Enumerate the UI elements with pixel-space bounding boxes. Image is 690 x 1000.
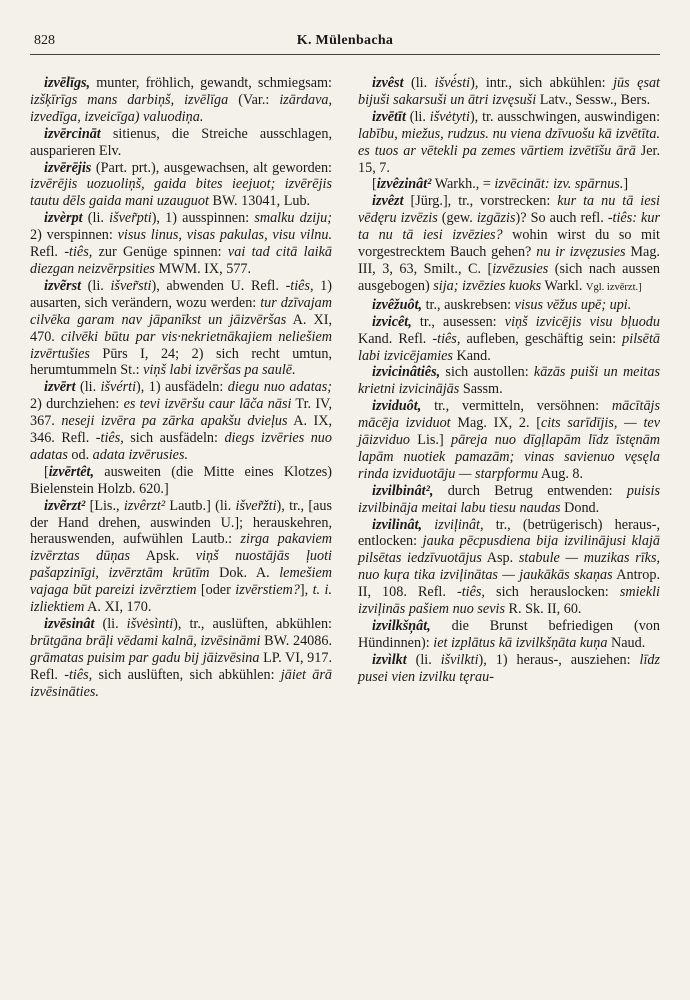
headword: izvêzinât² <box>376 176 432 193</box>
example-text: pāreja nuo dīgļlapām līdz īstęnām lapām nuotiek pamazām; vinas savienuo vęsęla rinda izviduotāju — starpformu <box>358 432 660 482</box>
definition-text: Aug. 8. <box>538 465 584 482</box>
headword: izvilbinât², <box>372 482 434 499</box>
definition-text: 2) verspinnen: <box>30 227 118 244</box>
definition-text: (Var.: <box>228 91 280 108</box>
headword: izvèrpt <box>44 210 83 227</box>
headword: izvilinât, <box>372 516 423 533</box>
dictionary-entry <box>358 193 660 296</box>
definition-text: od. <box>67 446 93 463</box>
definition-text: Mag. IX, 2. [ <box>450 415 541 432</box>
example-text: brūtgāna brāļi vēdami kalnā, izvēsināmi <box>30 632 261 649</box>
definition-text: zur Genüge spinnen: <box>92 244 228 261</box>
headword: izvērējis <box>44 159 92 176</box>
definition-text: )? So auch refl. <box>515 210 608 227</box>
definition-text: ), abwenden U. Refl. <box>151 277 286 294</box>
definition-text: ), intr., sich abkühlen: <box>470 75 614 91</box>
definition-text: Lautb.] (li. <box>165 497 236 514</box>
definition-text: Vgl. izvērzt.] <box>585 281 642 293</box>
example-text: t. i. izliektiem <box>30 582 332 616</box>
dictionary-entry <box>358 517 660 618</box>
page-header <box>30 32 660 55</box>
definition-text: R. Sk. II, 60. <box>505 601 582 618</box>
dictionary-entry <box>30 126 332 160</box>
definition-text: Kand. Refl. <box>358 330 433 347</box>
definition-text: Naud. <box>607 634 646 651</box>
example-text: išvėsìnti <box>126 616 174 632</box>
example-text: sija; izvēzies kuoks <box>433 277 542 294</box>
definition-text: Pūrs I, 24; 2) sich recht umtun, herumtummeln St.: <box>30 345 332 379</box>
definition-text: (li. <box>406 651 441 668</box>
example-text: iet izplātus kā izvilkšņāta kuņa <box>433 634 608 651</box>
example-text: izviļinât, <box>434 516 484 533</box>
example-text: līdz pusei vien izvilku tęrau- <box>358 651 661 685</box>
headword: izvēsinât <box>44 616 95 632</box>
example-text: vai tad citā laikā diezgan neizvērpsities <box>30 244 332 277</box>
definition-text: [ <box>372 176 377 193</box>
definition-text: tr., ausessen: <box>411 313 505 330</box>
example-text: izvērstiem? <box>235 582 300 599</box>
example-text: kāzās puiši un meitas krietni izvicinājās <box>358 364 660 398</box>
definition-text: [oder <box>196 582 236 599</box>
dictionary-entry <box>358 652 660 686</box>
definition-text: tr., (betrügerisch) heraus-, entlocken: <box>358 516 660 550</box>
example-text: -tiês, <box>432 330 461 347</box>
definition-text: ), tr. ausschwingen, auswindigen: <box>469 108 661 125</box>
headword: izvērtêt, <box>48 463 95 480</box>
example-text: išver̃žti <box>235 497 277 514</box>
example-text: išvilkti <box>440 651 479 668</box>
example-text: jāiet ārā izvēsināties. <box>30 666 332 700</box>
dictionary-entry <box>358 314 660 365</box>
dictionary-entry <box>30 498 332 616</box>
headword: izviduôt, <box>372 398 422 415</box>
definition-text: Dond. <box>560 499 600 516</box>
headword: izvērt <box>44 379 76 396</box>
example-text: grāmatas puisim par gadu bij jāizvēsina <box>30 649 260 666</box>
definition-text: (li. <box>94 616 127 632</box>
definition-text: wohin wirst du so mit vorgestrecktem Bauch gehen? <box>358 227 660 261</box>
example-text: -tiês, <box>64 666 93 683</box>
definition-text: MWM. IX, 577. <box>154 260 252 277</box>
headword: izvẽrst <box>44 277 82 294</box>
headword: izvìlkt <box>372 651 407 668</box>
definition-text: ), 1) heraus-, ausziehen: <box>478 651 640 668</box>
definition-text: munter, fröhlich, gewandt, schmiegsam: <box>90 75 332 91</box>
example-text: viņš labi izvēršas pa saulē. <box>143 362 296 379</box>
dictionary-entry <box>30 616 332 701</box>
definition-text: sich herauslocken: <box>484 584 620 601</box>
example-text: lemešiem vajaga būt pareizi izvērztiem <box>30 565 332 599</box>
example-text: jūs ęsat bijuši sakarsuši un ātri izvęsuši <box>358 75 660 108</box>
definition-text: Lis.] <box>410 432 451 449</box>
dictionary-entry <box>358 398 660 483</box>
example-text: neseji izvēra pa zārka apakšu dvieļus <box>61 413 288 430</box>
example-text: visus vēžus upē; upi. <box>514 296 632 313</box>
example-text: diegs izvēries nuo adatas <box>30 430 332 463</box>
headword: izvicêt, <box>372 313 412 330</box>
definition-text: Mag. III, 3, 63, Smilt., C. [ <box>358 244 660 277</box>
definition-text: (gew. <box>437 210 477 227</box>
definition-text: die Brunst befriedigen (von Hündinnen): <box>358 618 660 651</box>
example-text: izvēcināt: izv. spārnus. <box>494 176 624 193</box>
definition-text <box>422 517 434 533</box>
definition-text: ), tr., [aus der Hand drehen, auswinden U.]; herauskehren, herauswenden, aufwühlen Lautb.: <box>30 497 333 548</box>
definition-text: Dok. A. <box>209 565 280 582</box>
dictionary-entry <box>358 483 660 517</box>
example-text: -tiês, <box>457 584 485 601</box>
text-columns <box>30 75 660 701</box>
definition-text: [Jürg.], tr., vorstrecken: <box>403 193 558 210</box>
definition-text: ], <box>299 582 313 599</box>
definition-text: (sich nach aussen ausgebogen) <box>358 260 660 294</box>
definition-text: ausweiten (die Mitte eines Klotzes) Bielenstein Holzb. 620.] <box>30 463 332 497</box>
example-text: -tiês, <box>95 430 124 447</box>
definition-text: ), 1) ausfädeln: <box>136 379 228 396</box>
definition-text: sich ausfädeln: <box>123 430 225 447</box>
example-text: išver̃pti <box>109 210 152 227</box>
definition-text: durch Betrug entwenden: <box>433 482 627 499</box>
definition-text: tr., vermitteln, versöhnen: <box>421 398 612 415</box>
definition-text: A. XI, 470. <box>30 311 333 345</box>
dictionary-entry <box>30 75 332 126</box>
example-text: izšķīrīgs mans darbiņš, izvēlīga <box>30 91 229 108</box>
right-column <box>358 75 660 701</box>
definition-text: ] <box>623 176 629 193</box>
definition-text: A. IX, 346. Refl. <box>30 413 333 447</box>
headword: izvêžuôt, <box>372 296 423 313</box>
example-text: es tevi izvēršu caur lāča nāsi <box>123 396 292 413</box>
example-text: išver̃sti <box>110 277 152 294</box>
example-text: izvēzusies <box>492 260 549 277</box>
example-text: kur ta nu tā iesi vēdęru izvēzis <box>358 193 660 227</box>
example-text: stabule — muzikas rīks, nuo kuŗa tika izviļinātas — jaukākās skaņas <box>358 550 661 584</box>
example-text: viņš izvicējis visu bļuodu <box>504 313 660 330</box>
definition-text: A. XI, 170. <box>84 599 152 616</box>
definition-text: Sassm. <box>459 381 503 398</box>
example-text: nu ir izvęzusies <box>536 244 626 261</box>
example-text: cilvēki būtu par vis·nekrietnākajiem neliešiem izvērtušies <box>30 328 332 362</box>
left-column <box>30 75 332 701</box>
example-text: izvêrzt² <box>123 497 166 514</box>
definition-text: Apsk. <box>130 548 196 565</box>
definition-text: Refl. <box>30 244 65 261</box>
dictionary-entry <box>30 379 332 464</box>
headword: izvilkšņât, <box>372 618 431 634</box>
definition-text: Warkl. <box>541 277 586 294</box>
example-text: jauka pēcpusdiena bija izvilinājusi klajā pilsētas iedzīvuotājus <box>358 533 661 567</box>
definition-text: Asp. <box>481 550 519 567</box>
example-text: smalku dziju; <box>254 210 332 227</box>
dictionary-entry <box>30 210 332 278</box>
definition-text: LP. VI, 917. Refl. <box>30 649 332 683</box>
dictionary-entry <box>358 618 660 652</box>
example-text: adata izvērusies. <box>92 446 189 463</box>
definition-text: Warkh., = <box>431 176 495 193</box>
definition-text: Jer. 15, 7. <box>358 142 660 176</box>
example-text: labību, miežus, rudzus. nu viena dzīvuošu kā izvētīta. es tuos ar vētekli pa zemes vārtiem izvētīšu ārā <box>358 125 660 159</box>
definition-text: ), 1) ausspinnen: <box>151 210 255 227</box>
definition-text: Kand. <box>452 347 491 364</box>
example-text: išvė́sti <box>434 75 471 91</box>
example-text: pilsētā labi izvicējamies <box>358 330 660 364</box>
dictionary-entry <box>30 160 332 211</box>
definition-text: BW. 13041, Lub. <box>208 193 311 210</box>
dictionary-entry <box>358 75 660 109</box>
example-text: tur dzīvajam cilvēka garam nav jāpanīkst un jāizvēršas <box>30 294 332 328</box>
example-text: izvērējis uozuoliņš, gaida bites ieejuot; izvērējis tautu dēls gaida mani uzauguot <box>30 176 332 210</box>
headword: izvêzt <box>372 193 404 210</box>
definition-text: [Lis., <box>85 497 124 514</box>
headword: izvēlīgs, <box>44 75 91 91</box>
page-number: 828 <box>34 33 55 48</box>
definition-text: (li. <box>405 108 430 125</box>
definition-text: sich auslüften, sich abkühlen: <box>92 666 281 683</box>
definition-text: tr., auskrebsen: <box>422 296 515 313</box>
example-text: cits sarīdījis, — tev jāizviduo <box>358 415 661 449</box>
example-text: -tiês, <box>64 244 93 261</box>
definition-text: sich austollen: <box>440 364 534 381</box>
definition-text: Tr. IV, 367. <box>30 396 333 430</box>
definition-text: aufleben, geschäftig sein: <box>460 330 623 347</box>
dictionary-entry <box>358 364 660 398</box>
dictionary-entry <box>358 109 660 177</box>
example-text: izgāzis <box>476 210 516 227</box>
example-text: visus linus, visas pakulas, visu vilnu. <box>117 227 332 244</box>
running-title: K. Mülenbacha <box>296 33 394 48</box>
definition-text: sitienus, die Streiche ausschlagen, ausparieren Elv. <box>30 125 332 159</box>
example-text: zirga pakaviem izvērztas dūņas <box>30 531 332 565</box>
example-text: -tiês, <box>285 277 314 294</box>
headword: izvētīt <box>372 108 406 125</box>
definition-text: Antrop. II, 108. Refl. <box>358 567 660 601</box>
definition-text: Latv., Sessw., Bers. <box>536 91 651 108</box>
dictionary-entry <box>30 278 332 379</box>
example-text: išvérti <box>100 379 137 396</box>
example-text: izārdava, izvedīga, izveicīga) valuodiņa. <box>30 91 333 125</box>
dictionary-entry <box>30 464 332 498</box>
headword: izvêst <box>372 75 404 91</box>
headword: izvērcināt <box>44 125 101 142</box>
example-text: smiekli izviļinās pašiem nuo sevis <box>358 584 660 618</box>
definition-text: (li. <box>82 210 110 227</box>
headword: izvicinâtiês, <box>372 364 441 381</box>
headword: izvẽrzt² <box>44 497 86 514</box>
definition-text: (li. <box>75 379 101 396</box>
definition-text: 1) ausarten, sich verändern, wozu werden: <box>30 277 332 311</box>
definition-text: (Part. prt.), ausgewachsen, alt geworden: <box>91 159 332 176</box>
example-text: diegu nuo adatas; <box>227 379 332 396</box>
definition-text: [ <box>44 463 49 480</box>
definition-text: BW. 24086. <box>260 632 332 649</box>
dictionary-entry <box>358 297 660 314</box>
definition-text: ), tr., auslüften, abkühlen: <box>173 616 333 632</box>
example-text: puisis izvilbināja meitai labu tiesu naudas <box>358 482 660 516</box>
example-text: -tiês: kur ta nu tā iesi izvēzies? <box>358 210 660 244</box>
definition-text: 2) durchziehen: <box>30 396 124 413</box>
definition-text: (li. <box>81 277 111 294</box>
example-text: mācītājs mācēja izviduot <box>358 398 660 432</box>
example-text: išvėtyti <box>429 108 470 125</box>
definition-text: (li. <box>403 75 435 91</box>
dictionary-entry <box>358 176 660 193</box>
example-text: viņš nuostājās ļuoti pašapzinīgi, izvērztām krūtīm <box>30 548 332 582</box>
